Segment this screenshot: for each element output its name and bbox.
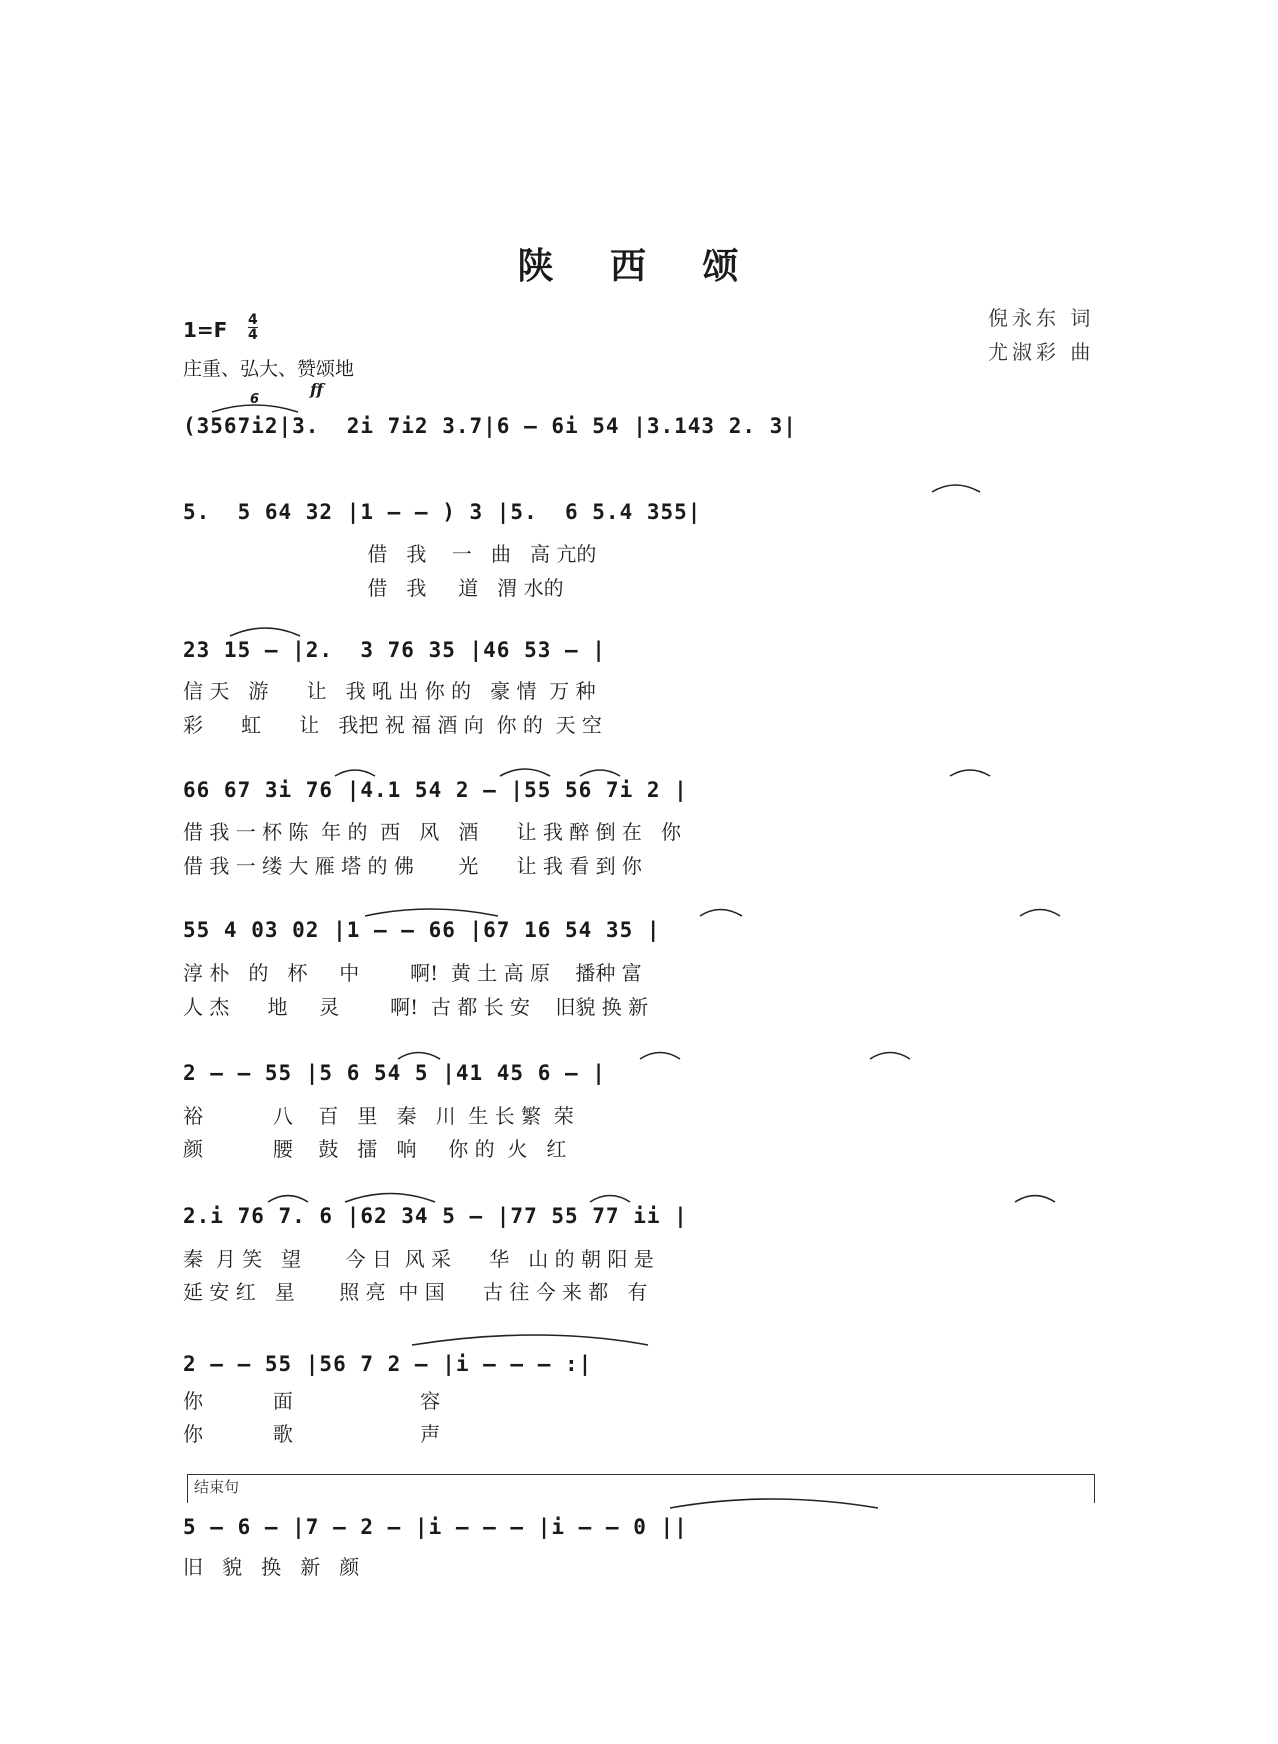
time-signature-bottom: 4 xyxy=(248,327,258,343)
system-5-lyrics-verse1: 淳 朴 的 杯 中 啊! 黄 土 高 原 播种 富 xyxy=(183,961,642,985)
system-2-notes: 5. 5 64 32 |1 – – ) 3 |5. 6 5.4 355| xyxy=(183,500,702,524)
slur-arc xyxy=(670,1499,878,1508)
system-2-lyrics-verse2: 借 我 道 渭 水的 xyxy=(183,576,564,600)
system-3-lyrics-verse1: 信 天 游 让 我 吼 出 你 的 豪 情 万 种 xyxy=(183,679,596,703)
slur-arc xyxy=(345,1194,435,1203)
slur-arc xyxy=(1015,1196,1055,1203)
slur-arc xyxy=(700,910,742,917)
system-4-notes: 66 67 3i 76 |4.1 54 2 – |55 56 7i 2 | xyxy=(183,778,688,802)
system-3-lyrics-verse2: 彩 虹 让 我把 祝 福 酒 向 你 的 天 空 xyxy=(183,713,602,737)
system-3-notes: 23 15 – |2. 3 76 35 |46 53 – | xyxy=(183,638,606,662)
system-7-lyrics-verse2: 延 安 红 星 照 亮 中 国 古 往 今 来 都 有 xyxy=(183,1280,648,1304)
time-signature-top: 4 xyxy=(248,312,258,328)
system-8-lyrics-verse1: 你 面 容 xyxy=(183,1389,441,1413)
slur-arc xyxy=(268,1196,308,1203)
slur-arc xyxy=(335,770,375,776)
ending-label: 结束句 xyxy=(194,1478,240,1496)
slur-arc xyxy=(580,770,620,776)
song-title: 陕 西 颂 xyxy=(517,245,761,287)
slur-arc xyxy=(500,769,550,776)
system-6-notes: 2 – – 55 |5 6 54 5 |41 45 6 – | xyxy=(183,1061,606,1085)
key-signature: 1=F xyxy=(183,318,228,342)
ending-lyrics: 旧 貌 换 新 颜 xyxy=(183,1555,360,1579)
system-8-notes: 2 – – 55 |56 7 2 – |i – – – :| xyxy=(183,1352,593,1376)
composer-credit: 尤淑彩 曲 xyxy=(988,340,1095,364)
slur-arc xyxy=(365,909,498,916)
system-5-notes: 55 4 03 02 |1 – – 66 |67 16 54 35 | xyxy=(183,918,661,942)
ending-notes: 5 – 6 – |7 – 2 – |i – – – |i – – 0 || xyxy=(183,1515,688,1539)
slur-arc xyxy=(230,628,300,636)
tuplet-number: 6 xyxy=(250,392,260,407)
system-5-lyrics-verse2: 人 杰 地 灵 啊! 古 都 长 安 旧貌 换 新 xyxy=(183,995,649,1019)
system-7-lyrics-verse1: 秦 月 笑 望 今 日 风 采 华 山 的 朝 阳 是 xyxy=(183,1247,654,1271)
system-1-notes: (3567i2|3. 2i 7i2 3.7|6 – 6i 54 |3.143 2. 3| xyxy=(183,414,797,438)
lyricist-credit: 倪永东 词 xyxy=(988,306,1095,330)
slur-arc xyxy=(398,1053,440,1060)
system-2-lyrics-verse1: 借 我 一 曲 高 亢的 xyxy=(183,542,597,566)
slur-arc xyxy=(1020,910,1060,917)
tempo-marking: 庄重、弘大、赞颂地 xyxy=(183,358,355,380)
system-6-lyrics-verse2: 颜 腰 鼓 擂 响 你 的 火 红 xyxy=(183,1137,567,1161)
system-4-lyrics-verse1: 借 我 一 杯 陈 年 的 西 风 酒 让 我 醉 倒 在 你 xyxy=(183,820,682,844)
system-8-lyrics-verse2: 你 歌 声 xyxy=(183,1422,441,1446)
system-6-lyrics-verse1: 裕 八 百 里 秦 川 生 长 繁 荣 xyxy=(183,1104,574,1128)
slur-arc xyxy=(412,1335,648,1345)
system-7-notes: 2.i 76 7. 6 |62 34 5 – |77 55 77 ii | xyxy=(183,1204,688,1228)
dynamic-marking: ff xyxy=(310,380,324,399)
slur-arc xyxy=(950,770,990,776)
slur-arc xyxy=(870,1053,910,1060)
slur-arc xyxy=(590,1196,630,1203)
slur-arc xyxy=(640,1053,680,1060)
system-4-lyrics-verse2: 借 我 一 缕 大 雁 塔 的 佛 光 让 我 看 到 你 xyxy=(183,854,642,878)
slur-arc xyxy=(212,405,298,412)
slur-arc xyxy=(932,485,980,492)
